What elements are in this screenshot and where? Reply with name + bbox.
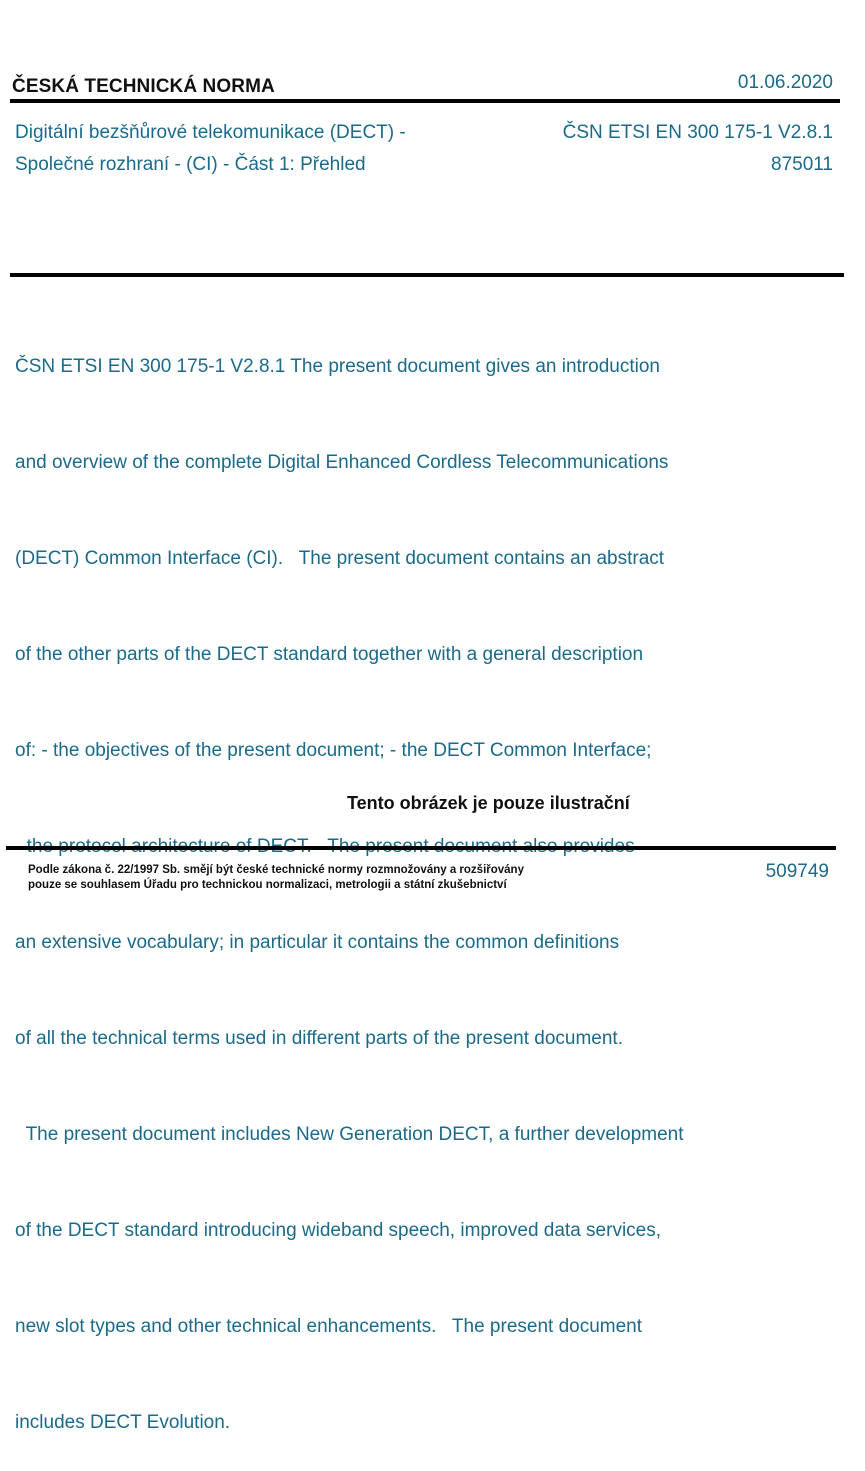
standard-identifier xyxy=(563,117,833,181)
standard-title-line-1: Digitální bezšňůrové telekomunikace (DECT) - xyxy=(15,122,406,143)
bottom-divider xyxy=(6,846,836,850)
top-divider xyxy=(10,99,840,103)
abstract-line: and overview of the complete Digital Enhanced Cordless Telecommunications xyxy=(15,452,669,473)
abstract-line: of the DECT standard introducing wideband speech, improved data services, xyxy=(15,1220,662,1241)
abstract-line: new slot types and other technical enhancements. The present document xyxy=(15,1316,643,1337)
legal-notice-line-1: Podle zákona č. 22/1997 Sb. smějí být české technické normy rozmnožovány a rozšiřovány xyxy=(28,864,524,876)
document-number: 509749 xyxy=(765,861,829,882)
standard-title-line-2: Společné rozhraní - (CI) - Část 1: Přehled xyxy=(15,154,366,175)
abstract-line: The present document includes New Generation DECT, a further development xyxy=(15,1124,684,1145)
abstract-line: of the other parts of the DECT standard together with a general description xyxy=(15,644,644,665)
abstract-line: of all the technical terms used in different parts of the present document. xyxy=(15,1028,623,1049)
legal-notice-line-2: pouze se souhlasem Úřadu pro technickou normalizaci, metrologii a státní zkušebnictví xyxy=(28,879,507,891)
abstract-line: includes DECT Evolution. xyxy=(15,1412,231,1433)
standard-title xyxy=(15,117,485,181)
abstract-line: ČSN ETSI EN 300 175-1 V2.8.1 The present document gives an introduction xyxy=(15,356,660,377)
publication-date: 01.06.2020 xyxy=(737,72,833,93)
abstract-line: an extensive vocabulary; in particular it contains the common definitions xyxy=(15,932,620,953)
abstract-line: (DECT) Common Interface (CI). The present document contains an abstract xyxy=(15,548,665,569)
standard-code: ČSN ETSI EN 300 175-1 V2.8.1 xyxy=(562,122,833,143)
norm-label: ČESKÁ TECHNICKÁ NORMA xyxy=(12,76,275,97)
classification-number: 875011 xyxy=(771,154,833,175)
middle-divider xyxy=(10,273,844,277)
legal-notice xyxy=(28,863,524,893)
abstract-line: of: - the objectives of the present document; - the DECT Common Interface; xyxy=(15,740,652,761)
illustration-note: Tento obrázek je pouze ilustrační xyxy=(347,793,630,813)
